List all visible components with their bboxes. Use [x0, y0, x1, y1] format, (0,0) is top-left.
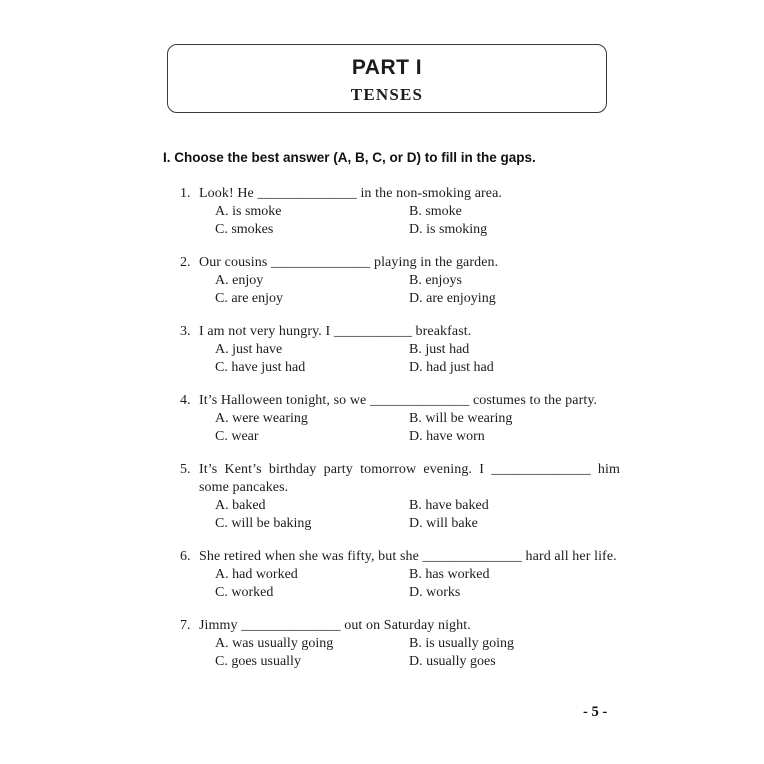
- option-a: A. was usually going: [215, 636, 334, 651]
- options-grid: [199, 566, 620, 602]
- question-stem: Look! He ______________ in the non-smoking area.: [199, 186, 503, 201]
- option-a: A. baked: [215, 498, 266, 513]
- option-c: C. worked: [215, 585, 274, 600]
- options-grid: [199, 410, 620, 446]
- question-number: 7.: [180, 618, 191, 633]
- option-c: C. goes usually: [215, 654, 301, 669]
- option-b: B. just had: [409, 342, 470, 357]
- option-d: D. usually goes: [409, 654, 496, 669]
- options-grid: [199, 497, 620, 533]
- option-c: C. wear: [215, 429, 259, 444]
- question-body: [199, 617, 620, 671]
- question-number: 1.: [180, 186, 191, 201]
- question-stem: It’s Halloween tonight, so we ______________ costumes to the party.: [199, 393, 598, 408]
- question-item: [180, 254, 620, 308]
- question-stem: I am not very hungry. I ___________ breakfast.: [199, 324, 472, 339]
- option-a: A. enjoy: [215, 273, 264, 288]
- question-stem: She retired when she was fifty, but she ______________ hard all her life.: [199, 549, 617, 564]
- question-item: [180, 323, 620, 377]
- question-number: 4.: [180, 393, 191, 408]
- page-number: - 5 -: [583, 704, 608, 720]
- question-item: [180, 548, 620, 602]
- option-d: D. is smoking: [409, 222, 488, 237]
- questions-list: [180, 185, 620, 686]
- option-a: A. just have: [215, 342, 283, 357]
- option-b: B. enjoys: [409, 273, 462, 288]
- option-c: C. are enjoy: [215, 291, 284, 306]
- option-d: D. had just had: [409, 360, 494, 375]
- question-body: [199, 323, 620, 377]
- section-instruction: I. Choose the best answer (A, B, C, or D) to fill in the gaps.: [163, 150, 536, 165]
- option-a: A. is smoke: [215, 204, 282, 219]
- question-body: [199, 461, 620, 533]
- question-number: 5.: [180, 462, 191, 477]
- part-header-box: [167, 44, 607, 113]
- question-stem: Our cousins ______________ playing in the garden.: [199, 255, 499, 270]
- part-subtitle: TENSES: [350, 85, 424, 104]
- option-a: A. were wearing: [215, 411, 308, 426]
- option-b: B. have baked: [409, 498, 489, 513]
- question-body: [199, 254, 620, 308]
- option-d: D. works: [409, 585, 461, 600]
- question-number: 6.: [180, 549, 191, 564]
- question-number: 2.: [180, 255, 191, 270]
- option-c: C. have just had: [215, 360, 306, 375]
- options-grid: [199, 272, 620, 308]
- question-body: [199, 392, 620, 446]
- option-d: D. have worn: [409, 429, 485, 444]
- options-grid: [199, 635, 620, 671]
- question-item: [180, 185, 620, 239]
- option-c: C. will be baking: [215, 516, 312, 531]
- option-b: B. is usually going: [409, 636, 515, 651]
- question-item: [180, 461, 620, 533]
- question-item: [180, 617, 620, 671]
- question-body: [199, 548, 620, 602]
- option-a: A. had worked: [215, 567, 298, 582]
- option-d: D. will bake: [409, 516, 478, 531]
- option-c: C. smokes: [215, 222, 274, 237]
- question-item: [180, 392, 620, 446]
- question-stem: It’s Kent’s birthday party tomorrow evening. I ______________ him some pancakes.: [199, 462, 620, 495]
- question-stem: Jimmy ______________ out on Saturday night.: [199, 618, 471, 633]
- question-body: [199, 185, 620, 239]
- options-grid: [199, 203, 620, 239]
- option-b: B. has worked: [409, 567, 490, 582]
- option-d: D. are enjoying: [409, 291, 496, 306]
- part-title: PART I: [351, 56, 423, 79]
- options-grid: [199, 341, 620, 377]
- option-b: B. smoke: [409, 204, 462, 219]
- option-b: B. will be wearing: [409, 411, 513, 426]
- question-number: 3.: [180, 324, 191, 339]
